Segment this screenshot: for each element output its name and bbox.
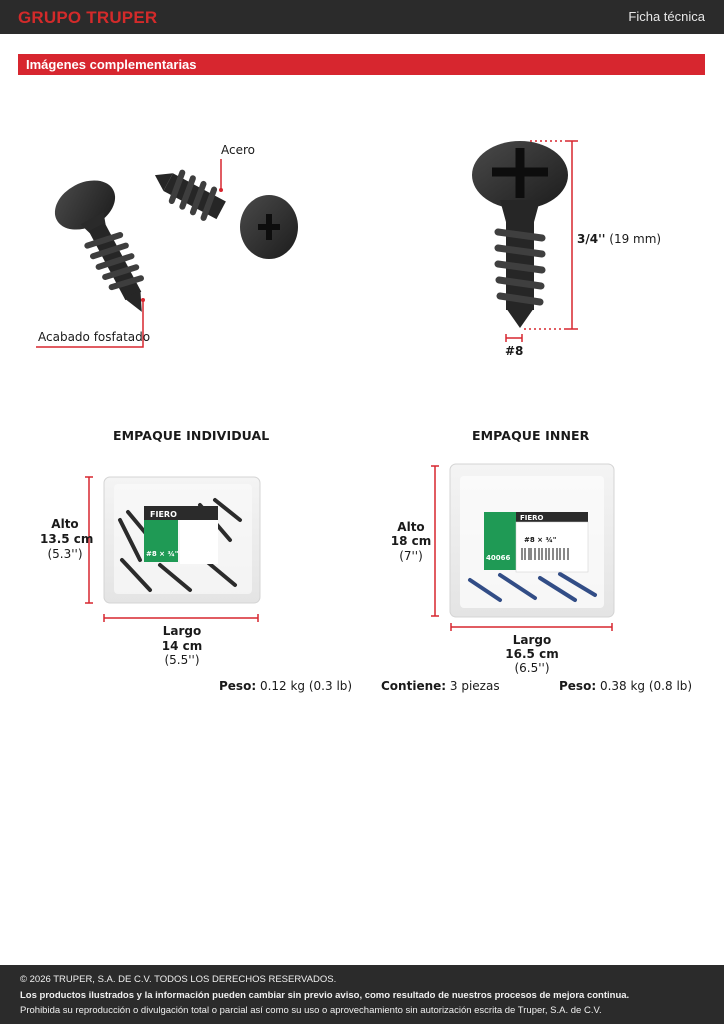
inner-package-image bbox=[450, 464, 614, 617]
individual-height-label: Alto bbox=[51, 517, 79, 531]
footer-notice: Los productos ilustrados y la información pueden cambiar sin previo aviso, como resultado de nuestros procesos de mejora continua. bbox=[20, 990, 630, 1001]
individual-package-image bbox=[104, 477, 260, 603]
inner-pack-code: 40066 bbox=[486, 554, 511, 562]
length-imperial: 3/4'' bbox=[577, 232, 606, 246]
individual-width-cm: 14 cm bbox=[161, 639, 203, 653]
inner-contains-label: Contiene: bbox=[381, 679, 447, 693]
length-label bbox=[577, 232, 661, 246]
inner-width-cm: 16.5 cm bbox=[505, 647, 559, 661]
inner-pack-brand: FIERO bbox=[520, 514, 544, 522]
footer-copyright: © 2026 TRUPER, S.A. DE C.V. TODOS LOS DERECHOS RESERVADOS. bbox=[20, 974, 337, 985]
inner-width-in: (6.5'') bbox=[514, 661, 550, 675]
screw-dimension-image bbox=[472, 141, 568, 328]
inner-contains-value: 3 piezas bbox=[449, 679, 500, 693]
inner-height-label: Alto bbox=[397, 520, 425, 534]
inner-weight bbox=[559, 679, 692, 693]
individual-width-label: Largo bbox=[162, 624, 202, 638]
section-title: Imágenes complementarias bbox=[26, 57, 197, 72]
footer-prohibition: Prohibida su reproducción o divulgación total o parcial así como su uso o aprovechamiento sin autorización escrita de Truper, S.A. de C.V. bbox=[20, 1005, 602, 1016]
inner-weight-label: Peso: bbox=[559, 679, 597, 693]
screw-left-image bbox=[46, 171, 170, 327]
individual-pack-size: #8 × ¾" bbox=[146, 550, 179, 558]
length-metric: (19 mm) bbox=[609, 232, 662, 246]
brand-logo: GRUPO TRUPER bbox=[18, 8, 158, 27]
individual-height-in: (5.3'') bbox=[47, 547, 83, 561]
individual-pack-brand: FIERO bbox=[150, 510, 177, 519]
gauge-label: #8 bbox=[505, 344, 524, 358]
individual-pack-heading: EMPAQUE INDIVIDUAL bbox=[113, 428, 270, 443]
individual-height-cm: 13.5 cm bbox=[40, 532, 94, 546]
individual-weight-value: 0.12 kg (0.3 lb) bbox=[259, 679, 353, 693]
individual-width-in: (5.5'') bbox=[164, 653, 200, 667]
inner-width-label: Largo bbox=[512, 633, 552, 647]
footer bbox=[0, 965, 724, 1024]
material-label: Acero bbox=[221, 143, 255, 157]
inner-height-cm: 18 cm bbox=[390, 534, 432, 548]
individual-weight bbox=[219, 679, 352, 693]
inner-pack-heading: EMPAQUE INNER bbox=[472, 428, 590, 443]
individual-weight-label: Peso: bbox=[219, 679, 257, 693]
screw-right-image bbox=[148, 162, 298, 259]
inner-pack-size: #8 × ¾" bbox=[524, 536, 557, 544]
inner-contains bbox=[381, 679, 500, 693]
inner-height-in: (7'') bbox=[399, 549, 423, 563]
inner-weight-value: 0.38 kg (0.8 lb) bbox=[599, 679, 693, 693]
document-type: Ficha técnica bbox=[628, 9, 705, 24]
finish-label: Acabado fosfatado bbox=[38, 330, 151, 344]
